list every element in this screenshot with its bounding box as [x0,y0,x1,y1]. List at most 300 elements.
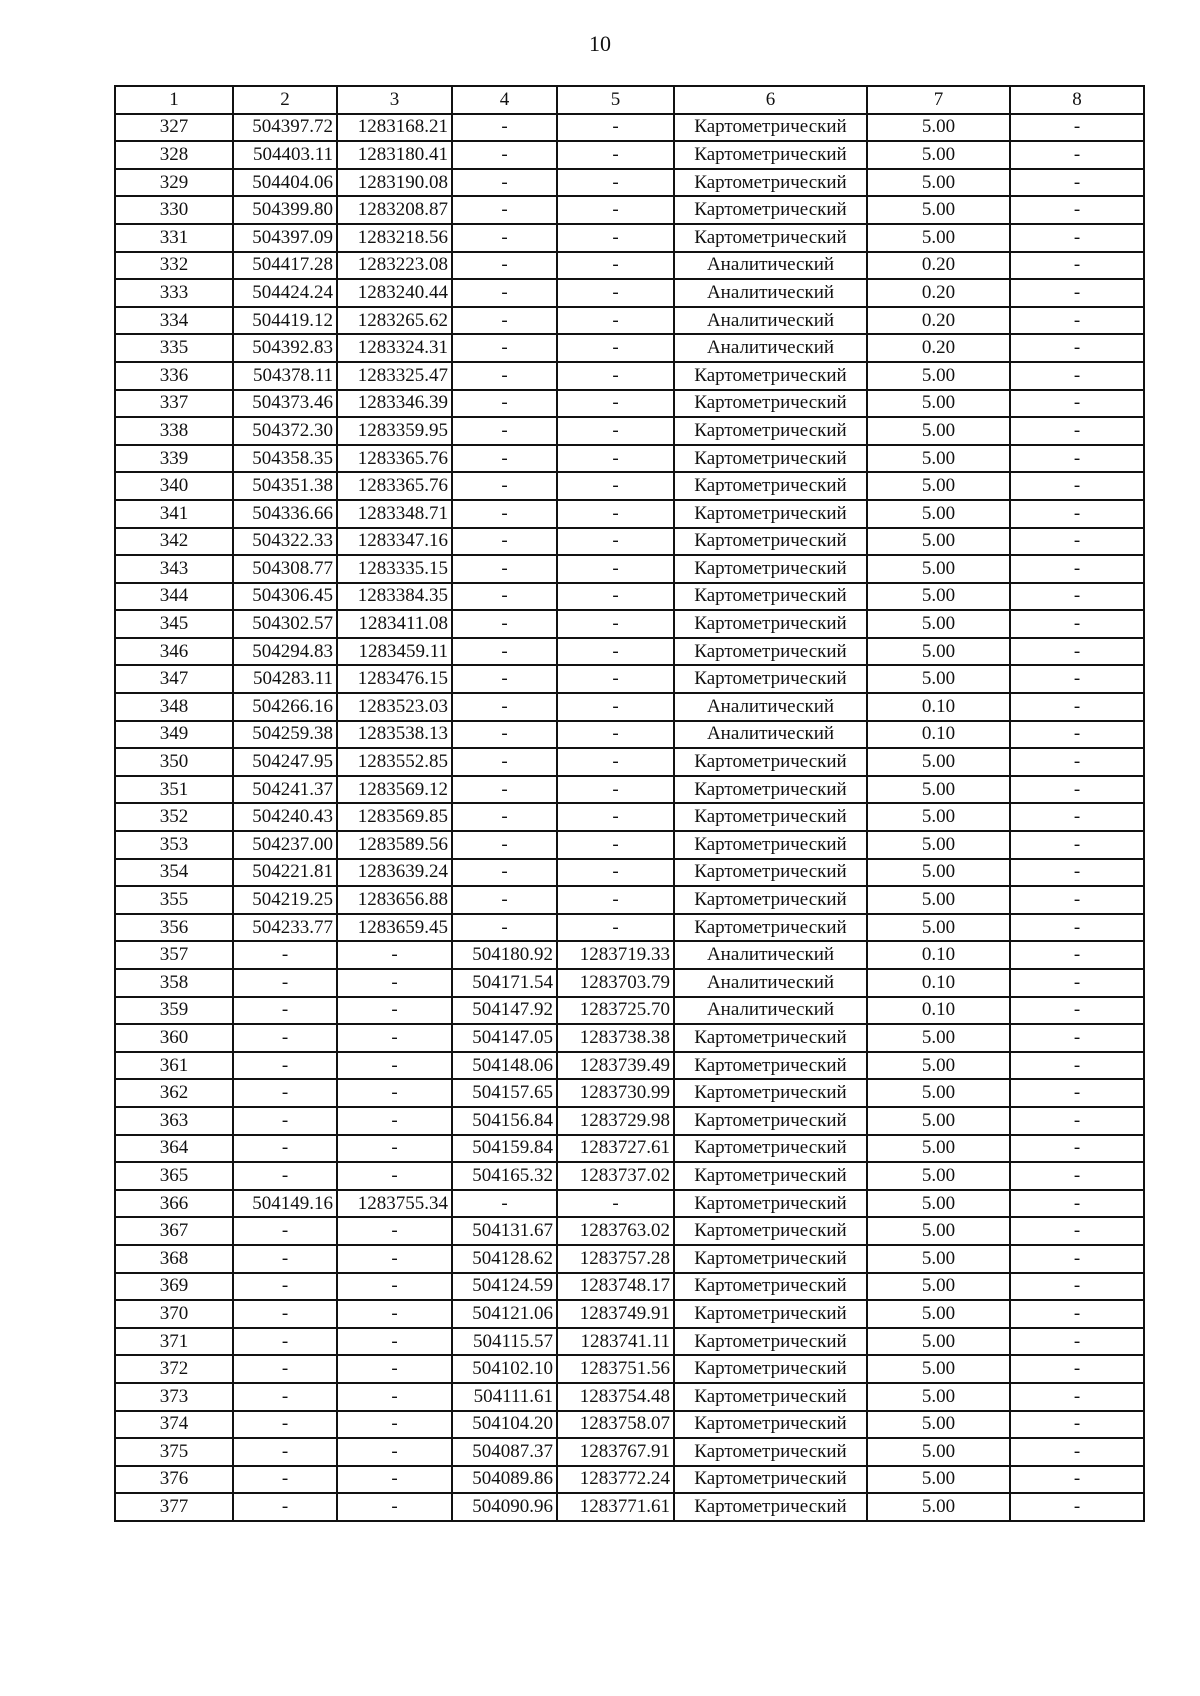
table-cell: 0.20 [867,334,1010,362]
table-cell: Картометрический [674,362,867,390]
table-cell: 504180.92 [452,941,557,969]
table-cell: 339 [115,445,233,473]
table-cell: Картометрический [674,665,867,693]
table-cell: - [337,1273,452,1301]
table-cell: 5.00 [867,1438,1010,1466]
table-cell: - [1010,1328,1144,1356]
table-cell: 5.00 [867,638,1010,666]
table-cell: Картометрический [674,1135,867,1163]
table-cell: Картометрический [674,1328,867,1356]
table-cell: Картометрический [674,1079,867,1107]
table-cell: 504237.00 [233,831,337,859]
table-cell: 341 [115,500,233,528]
table-cell: - [557,1190,674,1218]
column-header: 8 [1010,86,1144,114]
table-cell: 361 [115,1052,233,1080]
table-cell: 5.00 [867,169,1010,197]
table-cell: - [233,1162,337,1190]
table-cell: 5.00 [867,886,1010,914]
table-cell: 333 [115,279,233,307]
table-cell: - [1010,362,1144,390]
table-cell: 337 [115,390,233,418]
table-cell: Картометрический [674,528,867,556]
table-row [115,721,1144,749]
table-cell: Картометрический [674,1245,867,1273]
table-cell: Картометрический [674,472,867,500]
table-cell: Аналитический [674,941,867,969]
table-cell: - [452,859,557,887]
table-cell: - [1010,721,1144,749]
table-cell: 504378.11 [233,362,337,390]
table-cell: - [1010,1300,1144,1328]
table-cell: 0.10 [867,721,1010,749]
table-cell: - [1010,114,1144,142]
table-cell: 1283703.79 [557,969,674,997]
table-row [115,1162,1144,1190]
table-cell: 368 [115,1245,233,1273]
table-cell: - [1010,445,1144,473]
table-cell: 5.00 [867,776,1010,804]
table-cell: Картометрический [674,748,867,776]
table-cell: 347 [115,665,233,693]
table-cell: 1283538.13 [337,721,452,749]
table-cell: 504358.35 [233,445,337,473]
table-cell: 504233.77 [233,914,337,942]
table-cell: 504397.72 [233,114,337,142]
table-cell: 1283737.02 [557,1162,674,1190]
table-cell: 1283772.24 [557,1466,674,1494]
table-cell: - [1010,1135,1144,1163]
table-cell: - [452,196,557,224]
table-cell: 349 [115,721,233,749]
table-cell: Картометрический [674,831,867,859]
table-cell: 1283741.11 [557,1328,674,1356]
table-cell: 1283755.34 [337,1190,452,1218]
table-cell: Картометрический [674,610,867,638]
table-cell: - [1010,555,1144,583]
table-cell: Картометрический [674,1162,867,1190]
table-cell: 1283240.44 [337,279,452,307]
column-header: 4 [452,86,557,114]
table-cell: - [557,196,674,224]
table-cell: - [452,472,557,500]
table-cell: Картометрический [674,169,867,197]
table-row [115,334,1144,362]
table-cell: 327 [115,114,233,142]
table-cell: - [337,1383,452,1411]
table-cell: - [1010,1273,1144,1301]
table-row [115,969,1144,997]
table-row [115,665,1144,693]
table-cell: 1283656.88 [337,886,452,914]
table-cell: - [452,886,557,914]
table-row [115,1052,1144,1080]
table-cell: - [1010,748,1144,776]
table-row [115,390,1144,418]
table-cell: - [452,555,557,583]
table-cell: 504090.96 [452,1493,557,1521]
table-cell: Картометрический [674,1493,867,1521]
table-cell: 356 [115,914,233,942]
table-cell: 342 [115,528,233,556]
table-cell: 5.00 [867,417,1010,445]
table-cell: 1283208.87 [337,196,452,224]
table-cell: - [452,583,557,611]
table-cell: - [233,1438,337,1466]
table-cell: 1283347.16 [337,528,452,556]
table-cell: 1283218.56 [337,224,452,252]
table-cell: - [452,721,557,749]
table-cell: - [233,941,337,969]
table-cell: - [1010,1411,1144,1439]
table-cell: 1283589.56 [337,831,452,859]
table-cell: 504306.45 [233,583,337,611]
table-cell: 352 [115,803,233,831]
coordinates-table [114,85,1145,1522]
table-cell: - [337,1300,452,1328]
table-cell: 330 [115,196,233,224]
table-cell: - [557,886,674,914]
table-cell: 5.00 [867,1024,1010,1052]
table-cell: - [557,390,674,418]
table-cell: 1283325.47 [337,362,452,390]
table-cell: 1283569.85 [337,803,452,831]
table-cell: 5.00 [867,196,1010,224]
table-row [115,1411,1144,1439]
table-cell: 504308.77 [233,555,337,583]
table-cell: - [1010,776,1144,804]
table-row [115,169,1144,197]
table-cell: 5.00 [867,1300,1010,1328]
table-cell: - [1010,224,1144,252]
table-cell: 345 [115,610,233,638]
table-cell: - [557,583,674,611]
table-cell: Картометрический [674,1024,867,1052]
column-header: 1 [115,86,233,114]
table-cell: - [337,969,452,997]
table-cell: 5.00 [867,831,1010,859]
table-cell: 5.00 [867,610,1010,638]
table-header-row [115,86,1144,114]
table-cell: 367 [115,1217,233,1245]
table-cell: 504111.61 [452,1383,557,1411]
table-cell: - [1010,859,1144,887]
table-cell: 5.00 [867,914,1010,942]
table-cell: - [557,555,674,583]
table-cell: Картометрический [674,1438,867,1466]
page-number: 10 [589,31,611,56]
table-cell: - [1010,1107,1144,1135]
table-row [115,1217,1144,1245]
table-cell: 5.00 [867,748,1010,776]
table-cell: 1283459.11 [337,638,452,666]
table-cell: Картометрический [674,1107,867,1135]
table-cell: 5.00 [867,1493,1010,1521]
table-cell: - [557,693,674,721]
table-cell: 1283767.91 [557,1438,674,1466]
table-row [115,417,1144,445]
table-cell: Аналитический [674,721,867,749]
table-cell: 5.00 [867,445,1010,473]
table-cell: Картометрический [674,776,867,804]
table-row [115,914,1144,942]
table-cell: 504147.05 [452,1024,557,1052]
table-cell: - [557,831,674,859]
table-cell: - [452,528,557,556]
table-cell: 5.00 [867,555,1010,583]
table-cell: - [233,1217,337,1245]
table-cell: - [1010,1245,1144,1273]
table-cell: 504247.95 [233,748,337,776]
table-cell: 5.00 [867,472,1010,500]
table-cell: - [233,1300,337,1328]
table-cell: 504322.33 [233,528,337,556]
table-cell: 5.00 [867,1355,1010,1383]
table-cell: - [452,500,557,528]
table-cell: - [557,721,674,749]
table-cell: 5.00 [867,1273,1010,1301]
table-cell: 504147.92 [452,997,557,1025]
table-row [115,1300,1144,1328]
table-cell: 504102.10 [452,1355,557,1383]
table-row [115,1190,1144,1218]
table-cell: 0.10 [867,693,1010,721]
table-cell: 329 [115,169,233,197]
table-row [115,307,1144,335]
table-cell: 5.00 [867,1135,1010,1163]
table-cell: 370 [115,1300,233,1328]
table-row [115,1355,1144,1383]
table-cell: Картометрический [674,1383,867,1411]
table-cell: - [557,114,674,142]
table-cell: Картометрический [674,114,867,142]
table-row [115,941,1144,969]
table-cell: 1283335.15 [337,555,452,583]
table-cell: - [1010,1493,1144,1521]
table-cell: - [452,307,557,335]
table-cell: - [452,224,557,252]
table-cell: 377 [115,1493,233,1521]
table-cell: - [233,1355,337,1383]
table-cell: - [1010,610,1144,638]
table-cell: 1283738.38 [557,1024,674,1052]
table-cell: 5.00 [867,500,1010,528]
table-cell: 365 [115,1162,233,1190]
table-cell: - [452,610,557,638]
table-row [115,528,1144,556]
table-cell: - [1010,500,1144,528]
table-cell: - [557,859,674,887]
table-cell: 0.20 [867,252,1010,280]
table-cell: Картометрический [674,1466,867,1494]
table-cell: 0.10 [867,969,1010,997]
table-row [115,196,1144,224]
table-cell: 355 [115,886,233,914]
table-cell: Картометрический [674,417,867,445]
table-cell: Аналитический [674,693,867,721]
table-cell: 504424.24 [233,279,337,307]
table-cell: Аналитический [674,997,867,1025]
table-cell: - [233,1079,337,1107]
table-cell: 504417.28 [233,252,337,280]
table-cell: 1283365.76 [337,445,452,473]
column-header: 2 [233,86,337,114]
table-cell: 504165.32 [452,1162,557,1190]
table-cell: Картометрический [674,1273,867,1301]
table-cell: 1283739.49 [557,1052,674,1080]
table-cell: 5.00 [867,1383,1010,1411]
table-row [115,141,1144,169]
table-cell: - [452,279,557,307]
table-cell: 1283729.98 [557,1107,674,1135]
table-cell: - [452,748,557,776]
table-cell: - [452,417,557,445]
table-cell: 5.00 [867,390,1010,418]
table-cell: - [1010,886,1144,914]
table-cell: - [1010,665,1144,693]
table-row [115,831,1144,859]
table-cell: - [557,307,674,335]
table-cell: 1283168.21 [337,114,452,142]
table-cell: - [557,252,674,280]
table-cell: - [557,472,674,500]
table-cell: 1283771.61 [557,1493,674,1521]
table-cell: 5.00 [867,665,1010,693]
column-header: 5 [557,86,674,114]
table-cell: 504241.37 [233,776,337,804]
table-cell: 5.00 [867,1162,1010,1190]
table-cell: - [1010,1355,1144,1383]
table-cell: 374 [115,1411,233,1439]
table-cell: 5.00 [867,583,1010,611]
table-cell: 504404.06 [233,169,337,197]
table-cell: 366 [115,1190,233,1218]
table-cell: Картометрический [674,1052,867,1080]
table-cell: Картометрический [674,224,867,252]
table-cell: 504221.81 [233,859,337,887]
table-cell: - [1010,252,1144,280]
table-cell: - [452,141,557,169]
table-cell: Аналитический [674,252,867,280]
table-cell: 504104.20 [452,1411,557,1439]
table-cell: 0.10 [867,941,1010,969]
table-cell: 504392.83 [233,334,337,362]
table-cell: - [1010,472,1144,500]
table-cell: - [1010,417,1144,445]
table-row [115,279,1144,307]
table-cell: 0.20 [867,307,1010,335]
table-cell: Картометрический [674,914,867,942]
table-cell: Картометрический [674,196,867,224]
table-cell: - [557,500,674,528]
table-cell: - [1010,803,1144,831]
table-cell: 1283757.28 [557,1245,674,1273]
table-cell: 504372.30 [233,417,337,445]
table-cell: 504087.37 [452,1438,557,1466]
table-cell: 363 [115,1107,233,1135]
table-cell: 0.10 [867,997,1010,1025]
table-cell: - [452,693,557,721]
table-cell: 375 [115,1438,233,1466]
table-row [115,555,1144,583]
table-row [115,1466,1144,1494]
table-cell: - [1010,969,1144,997]
table-cell: - [1010,638,1144,666]
table-cell: 1283348.71 [337,500,452,528]
table-row [115,1024,1144,1052]
table-cell: - [1010,1466,1144,1494]
table-cell: - [557,417,674,445]
table-row [115,859,1144,887]
table-cell: 504266.16 [233,693,337,721]
table-row [115,693,1144,721]
table-cell: - [1010,1079,1144,1107]
table-cell: - [557,224,674,252]
table-cell: 504403.11 [233,141,337,169]
table-cell: 1283725.70 [557,997,674,1025]
table-cell: - [452,831,557,859]
table-cell: 5.00 [867,1079,1010,1107]
table-cell: 5.00 [867,1107,1010,1135]
table-cell: - [337,941,452,969]
table-cell: - [452,803,557,831]
table-cell: 5.00 [867,141,1010,169]
table-cell: - [233,1107,337,1135]
table-cell: - [1010,1052,1144,1080]
table-cell: Картометрический [674,445,867,473]
table-cell: 344 [115,583,233,611]
table-cell: - [557,141,674,169]
table-cell: - [1010,141,1144,169]
table-cell: - [337,1466,452,1494]
table-cell: 504157.65 [452,1079,557,1107]
table-cell: 335 [115,334,233,362]
table-row [115,886,1144,914]
table-cell: 1283569.12 [337,776,452,804]
table-cell: 1283223.08 [337,252,452,280]
table-cell: - [557,334,674,362]
table-cell: 5.00 [867,803,1010,831]
table-cell: - [557,610,674,638]
table-cell: 1283180.41 [337,141,452,169]
table-cell: 1283552.85 [337,748,452,776]
table-cell: 336 [115,362,233,390]
table-cell: - [557,445,674,473]
table-cell: 334 [115,307,233,335]
table-cell: 5.00 [867,114,1010,142]
table-cell: - [557,665,674,693]
table-cell: - [1010,334,1144,362]
table-cell: 1283476.15 [337,665,452,693]
table-cell: 360 [115,1024,233,1052]
table-cell: 331 [115,224,233,252]
table-cell: 1283754.48 [557,1383,674,1411]
table-cell: Картометрический [674,500,867,528]
table-cell: Картометрический [674,141,867,169]
table-cell: 5.00 [867,1190,1010,1218]
table-cell: 504351.38 [233,472,337,500]
table-cell: - [1010,279,1144,307]
table-cell: Картометрический [674,803,867,831]
table-cell: - [1010,1190,1144,1218]
table-row [115,445,1144,473]
table-cell: - [337,1135,452,1163]
table-cell: - [1010,390,1144,418]
table-cell: 343 [115,555,233,583]
table-cell: - [337,997,452,1025]
table-cell: 362 [115,1079,233,1107]
table-cell: - [1010,997,1144,1025]
